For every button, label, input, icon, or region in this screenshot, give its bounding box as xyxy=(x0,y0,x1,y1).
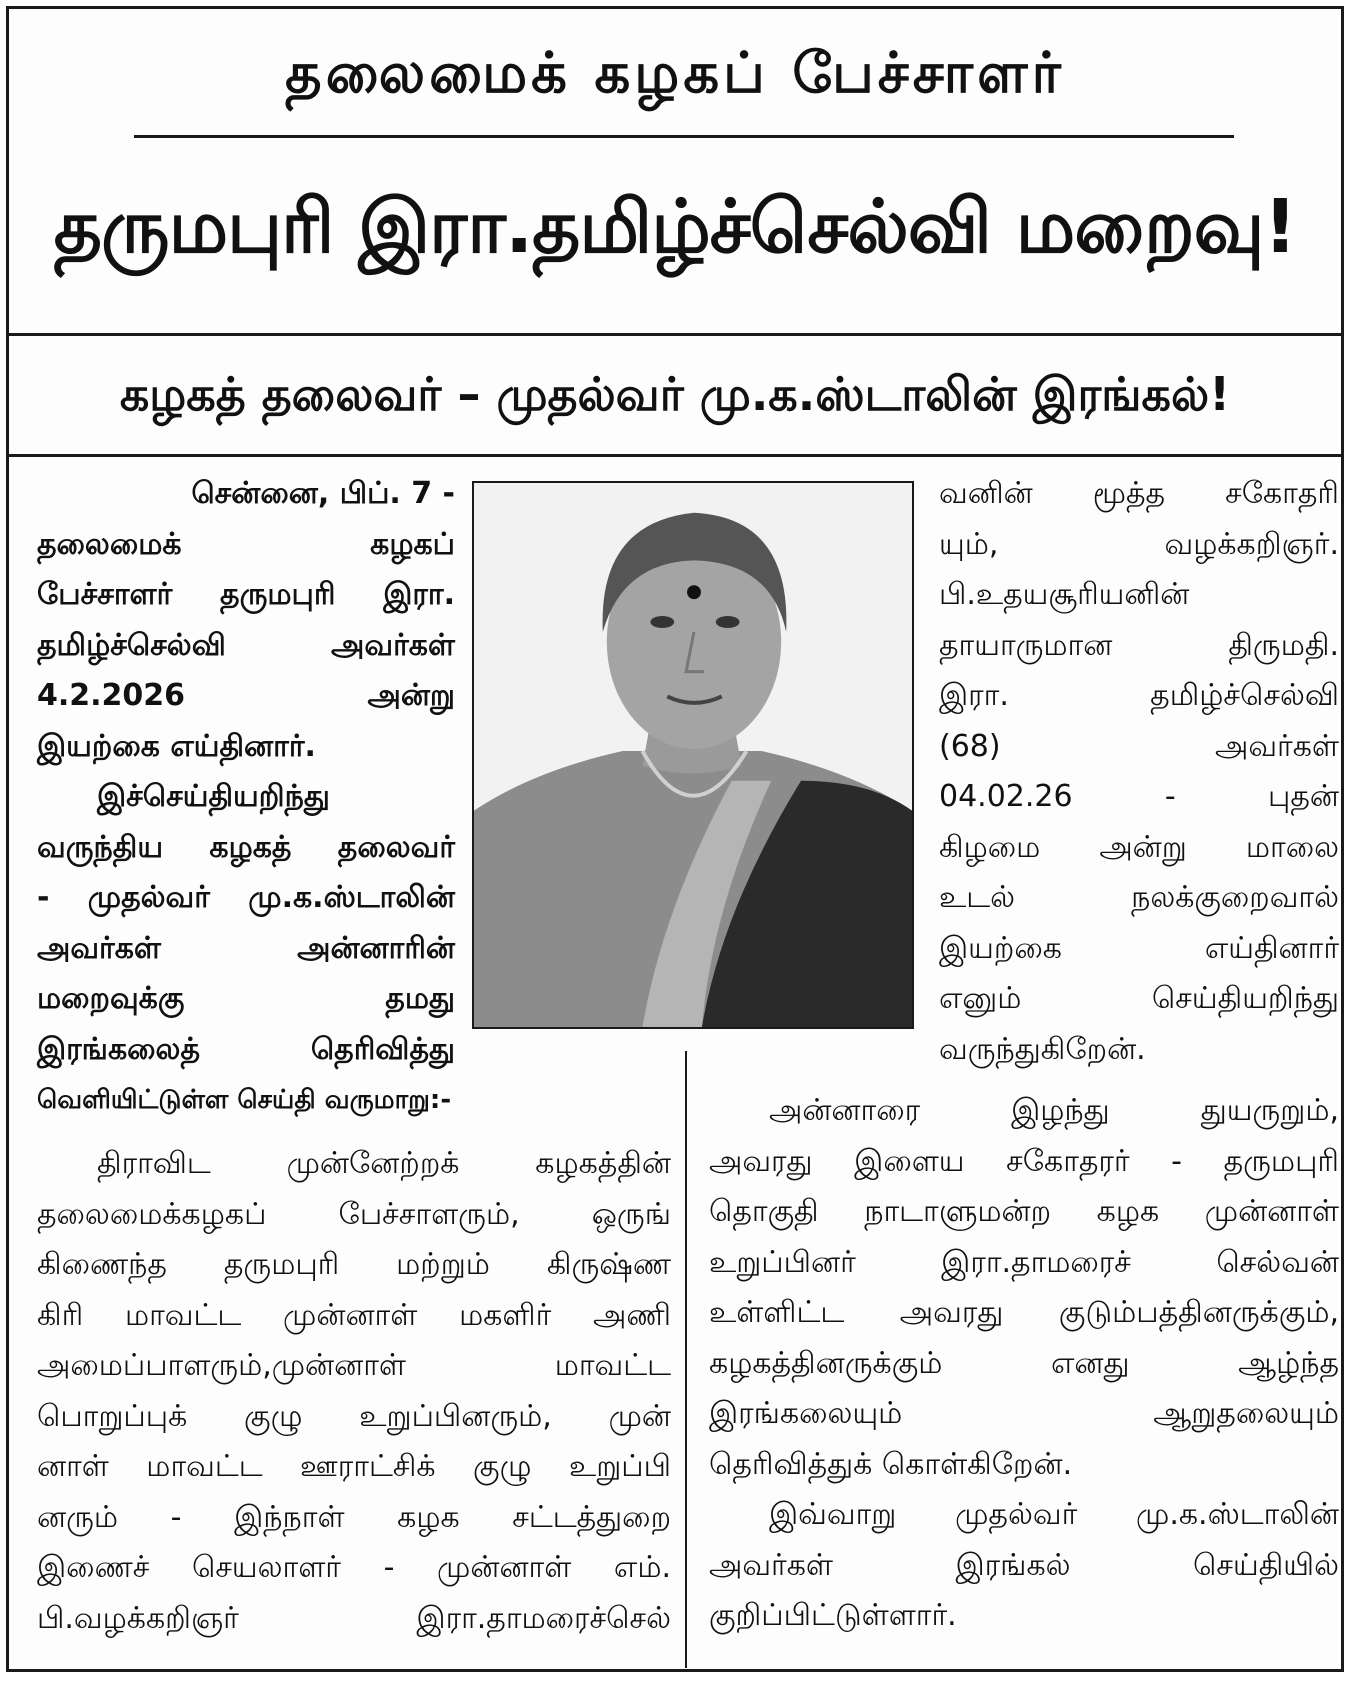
article-line: சென்னை, பிப். 7 - xyxy=(191,476,455,511)
article-line: உடல் நலக்குறைவால் xyxy=(939,880,1339,915)
article-line: பி.உதயசூரியனின் xyxy=(939,577,1190,612)
article-line: வெளியிட்டுள்ள செய்தி வருமாறு:- xyxy=(37,1085,452,1115)
article-line: கழகத்தினருக்கும் எனது ஆழ்ந்த xyxy=(709,1345,1339,1381)
headline: தருமபுரி இரா.தமிழ்ச்செல்வி மறைவு! xyxy=(53,184,1297,270)
article-line: இணைச் செயலாளர் - முன்னாள் எம். xyxy=(37,1550,671,1585)
column-divider xyxy=(685,1051,687,1668)
article-line: இரா. தமிழ்ச்செல்வி xyxy=(939,678,1339,713)
article-line: தமிழ்ச்செல்வி அவர்கள் xyxy=(37,627,455,663)
article-line: இவ்வாறு முதல்வர் மு.க.ஸ்டாலின் xyxy=(769,1497,1339,1532)
article-line: இச்செய்தியறிந்து xyxy=(97,779,330,814)
article-line: அவர்கள் அன்னாரின் xyxy=(37,930,455,966)
article-line: அமைப்பாளரும்,முன்னாள் மாவட்ட xyxy=(37,1348,671,1383)
kicker-underline xyxy=(134,135,1234,138)
article-line: இயற்கை எய்தினார். xyxy=(37,728,316,764)
article-line: திராவிட முன்னேற்றக் கழகத்தின் xyxy=(97,1146,671,1181)
article-line: தலைமைக் கழகப் xyxy=(37,526,455,562)
article-line: னாள் மாவட்ட ஊராட்சிக் குழு உறுப்பி xyxy=(37,1449,671,1484)
kicker-title: தலைமைக் கழகப் பேச்சாளர் xyxy=(285,41,1065,106)
article-line: மறைவுக்கு தமது xyxy=(37,981,455,1016)
article-line: இயற்கை எய்தினார் xyxy=(939,930,1339,966)
article-line: உறுப்பினர் இரா.தாமரைச் செல்வன் xyxy=(709,1244,1339,1280)
article-line: - முதல்வர் மு.க.ஸ்டாலின் xyxy=(37,880,455,915)
portrait-photo xyxy=(472,481,914,1029)
article-line: தலைமைக்கழகப் பேச்சாளரும், ஒருங் xyxy=(37,1196,671,1232)
article-line: பொறுப்புக் குழு உறுப்பினரும், முன் xyxy=(37,1398,671,1434)
article-line: உள்ளிட்ட அவரது குடும்பத்தினருக்கும், xyxy=(709,1295,1339,1330)
article-line: இரங்கலையும் ஆறுதலையும் xyxy=(709,1396,1339,1431)
article-line: அவரது இளைய சகோதரர் - தருமபுரி xyxy=(709,1143,1339,1179)
article-line: தெரிவித்துக் கொள்கிறேன். xyxy=(709,1446,1073,1482)
article-line: கிணைந்த தருமபுரி மற்றும் கிருஷ்ண xyxy=(37,1247,671,1282)
subhead-divider xyxy=(9,454,1341,457)
article-line: பேச்சாளர் தருமபுரி இரா. xyxy=(37,577,455,612)
article-line: குறிப்பிட்டுள்ளார். xyxy=(709,1598,957,1633)
article-line: யும், வழக்கறிஞர். xyxy=(939,526,1339,562)
right-column-bottom xyxy=(709,1086,1339,1642)
article-line: அன்னாரை இழந்து துயருறும், xyxy=(769,1093,1339,1128)
article-line: அவர்கள் இரங்கல் செய்தியில் xyxy=(709,1547,1339,1583)
article-line: 04.02.26 - புதன் xyxy=(939,779,1339,814)
article-line: வருந்திய கழகத் தலைவர் xyxy=(37,829,455,865)
article-line: எனும் செய்தியறிந்து xyxy=(939,981,1339,1016)
intro-column xyxy=(37,469,455,1126)
article-line: கிழமை அன்று மாலை xyxy=(939,829,1339,865)
article-line: கிரி மாவட்ட முன்னாள் மகளிர் அணி xyxy=(37,1297,671,1333)
article-line: வருந்துகிறேன். xyxy=(939,1031,1146,1067)
article-line: இரங்கலைத் தெரிவித்து xyxy=(37,1031,455,1067)
left-column xyxy=(37,1139,671,1644)
article-line: (68) அவர்கள் xyxy=(939,728,1339,764)
right-column-top xyxy=(939,469,1339,1075)
article-line: பி.வழக்கறிஞர் இரா.தாமரைச்செல் xyxy=(37,1600,671,1636)
article-line: தாயாருமான திருமதி. xyxy=(939,627,1339,663)
headline-divider xyxy=(9,333,1341,336)
article-line: தொகுதி நாடாளுமன்ற கழக முன்னாள் xyxy=(709,1194,1339,1229)
article-line: னரும் - இந்நாள் கழக சட்டத்துறை xyxy=(37,1499,671,1535)
article-line: 4.2.2026 அன்று xyxy=(37,678,455,713)
portrait-photo-icon xyxy=(474,483,912,1027)
subheadline: கழகத் தலைவர் – முதல்வர் மு.க.ஸ்டாலின் இரங்கல்! xyxy=(119,367,1231,421)
news-clipping xyxy=(6,6,1344,1672)
article-line: வனின் மூத்த சகோதரி xyxy=(939,476,1339,511)
